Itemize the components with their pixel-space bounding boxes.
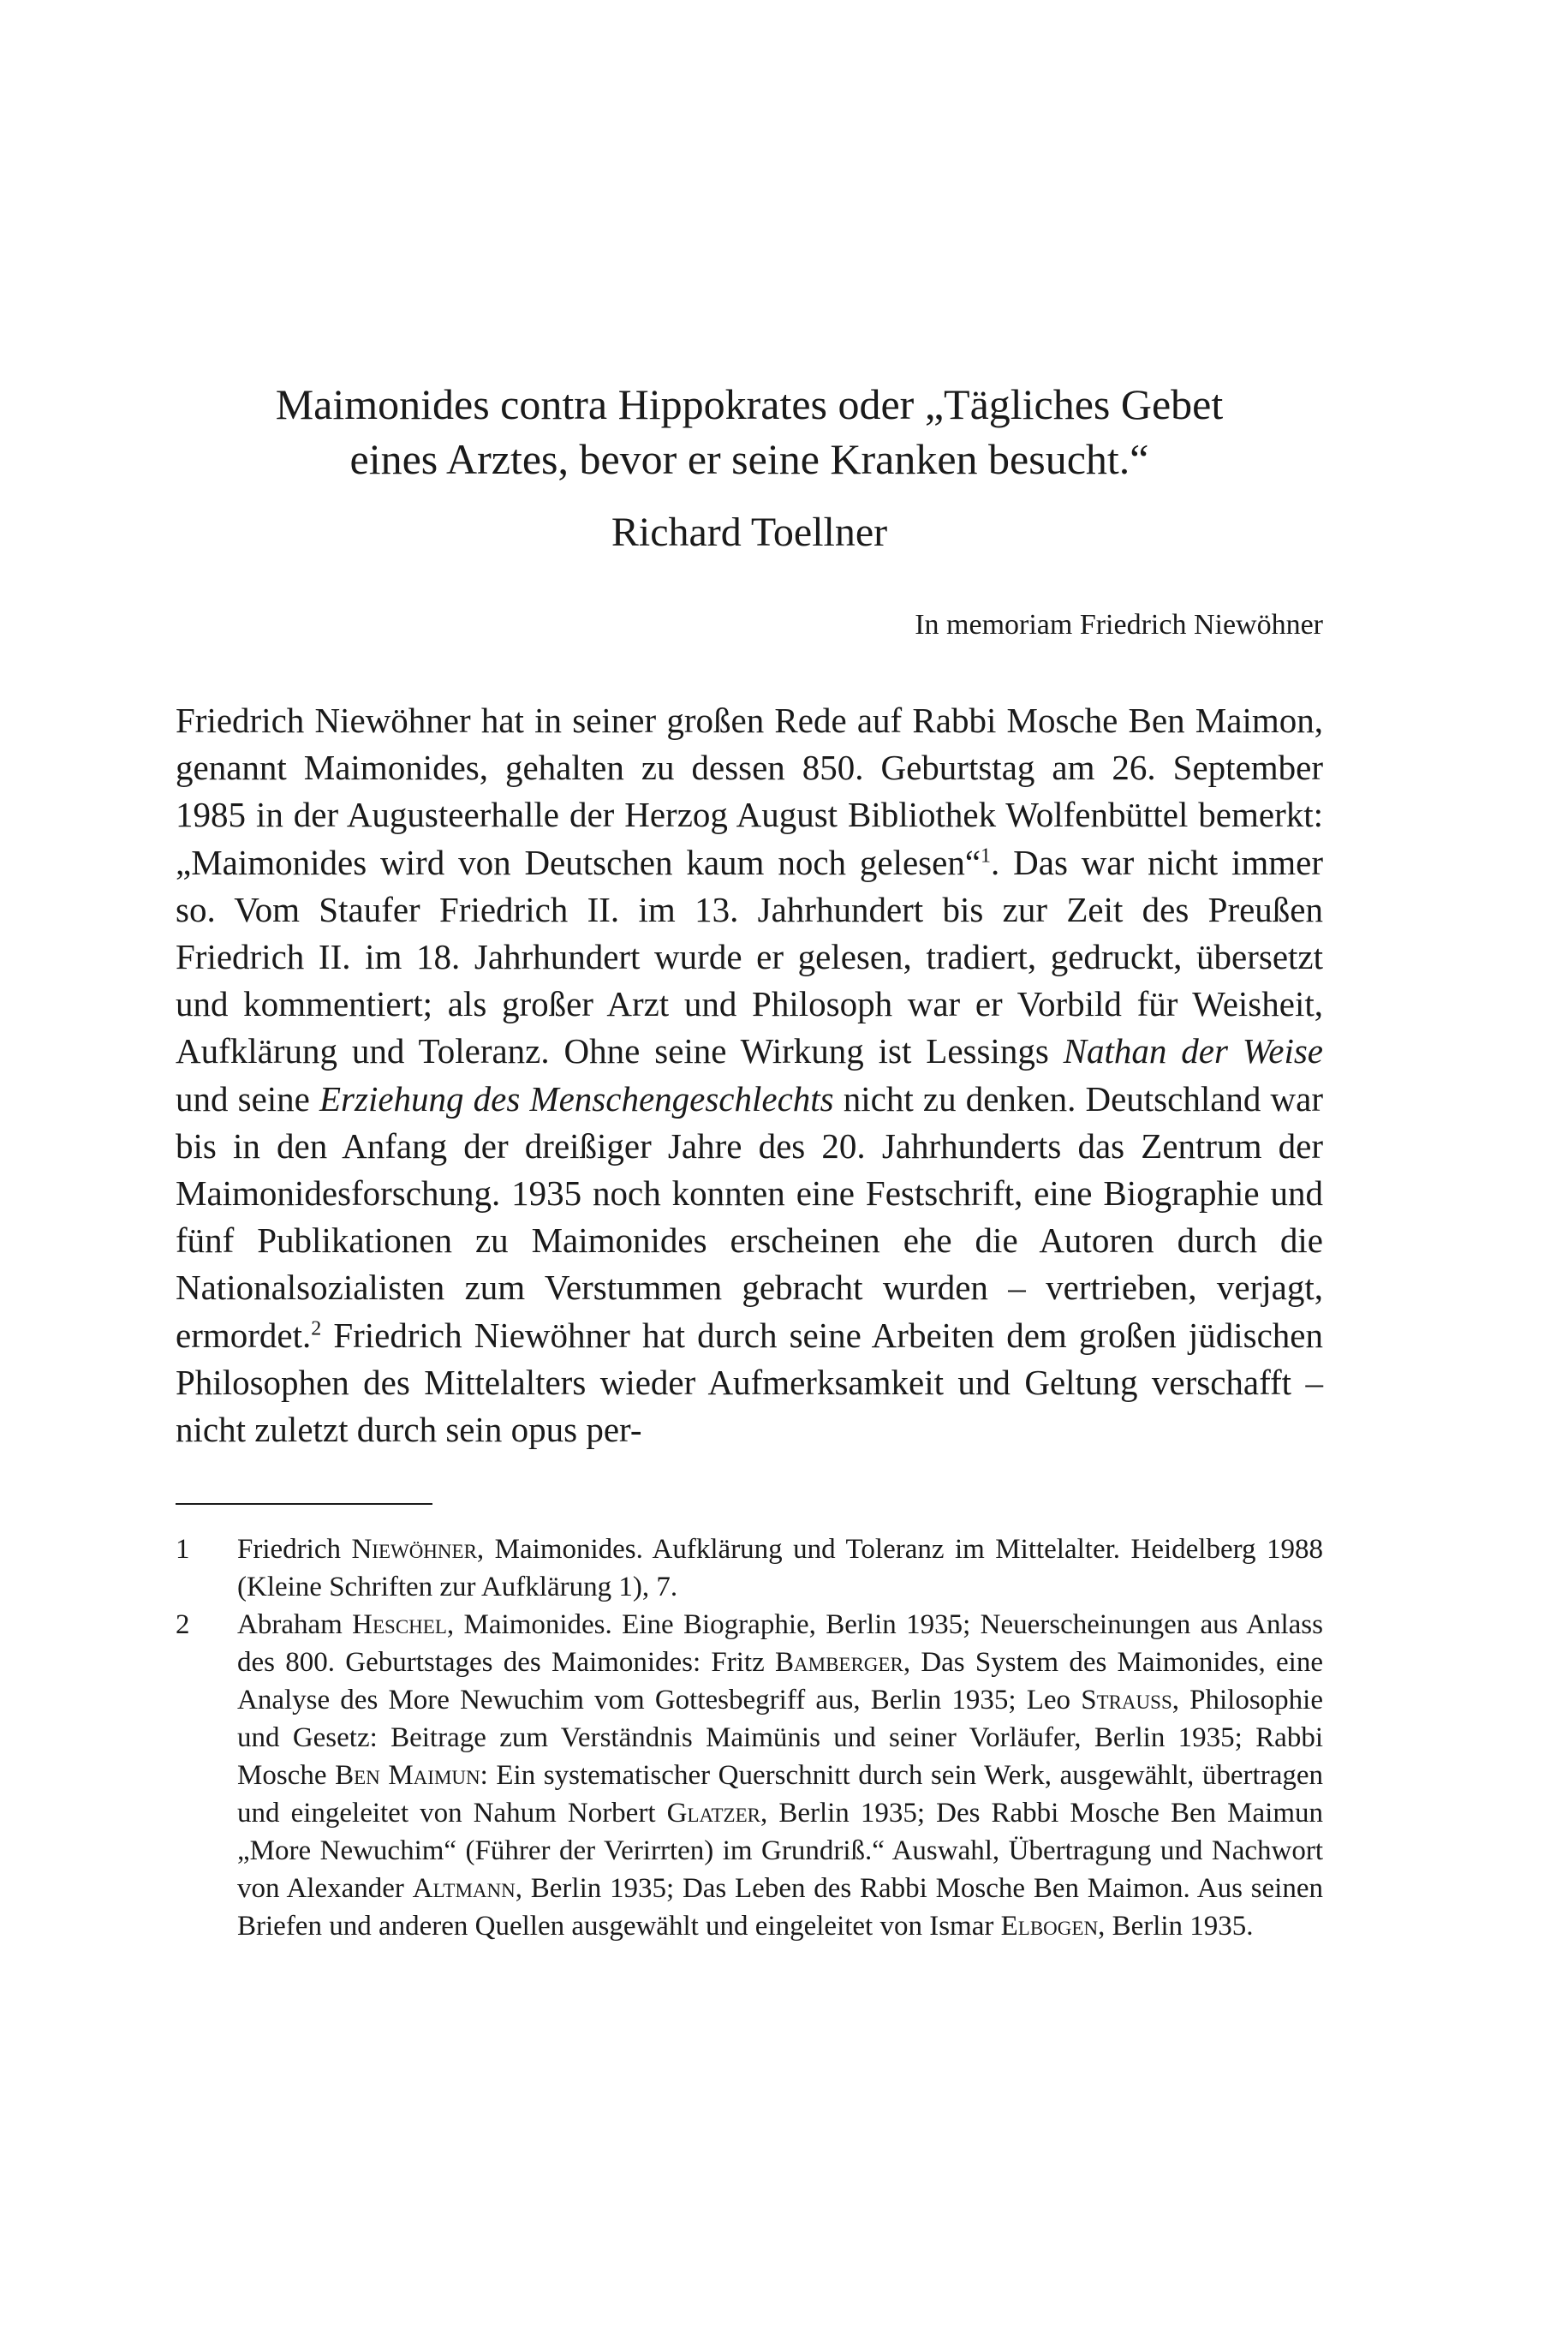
footnote-text: Friedrich Niewöhner, Maimonides. Aufklärung und Toleranz im Mittelalter. Heidelberg 1988 (Kleine Schriften zur Aufklärung 1), 7. xyxy=(237,1534,1323,1603)
author-surname: Heschel xyxy=(352,1609,447,1641)
body-text: nicht zu denken. Deutschland war bis in den Anfang der dreißiger Jahre des 20. Jahrhunderts das Zentrum der Maimonidesforschung. 1935 noch konnten eine Festschrift, eine Biographie und fünf Publikationen zu Maimonides erscheinen ehe die Autoren durch die Nationalsozialisten zum Verstummen gebracht wurden – vertrieben, verjagt, ermordet. xyxy=(176,1078,1323,1355)
article-title xyxy=(176,377,1323,486)
author-surname: Ben Maimun xyxy=(335,1760,480,1792)
footnote-number: 2 xyxy=(176,1609,190,1641)
footnote-2 xyxy=(176,1606,1323,1945)
title-line-2: eines Arztes, bevor er seine Kranken besucht.“ xyxy=(349,435,1149,483)
footnote-text: Abraham Heschel, Maimonides. Eine Biographie, Berlin 1935; Neuerscheinungen aus Anlass des 800. Geburtstages des Maimonides: Fritz Bamberger, Das System des Maimonides, eine Analyse des More Newuchim vom Gottesbegriff aus, Berlin 1935; Leo Strauss, Philosophie und Gesetz: Beitrage zum Verständnis Maimünis und seiner Vorläufer, Berlin 1935; Rabbi Mosche Ben Maimun: Ein systematischer Querschnitt durch sein Werk, ausgewählt, übertragen und eingeleitet von Nahum Norbert Glatzer, Berlin 1935; Des Rabbi Mosche Ben Maimun „More Newuchim“ (Führer der Verirrten) im Grundriß.“ Auswahl, Übertragung und Nachwort von Alexander Altmann, Berlin 1935; Das Leben des Rabbi Mosche Ben Maimon. Aus seinen Briefen und anderen Quellen ausgewählt und eingeleitet von Ismar Elbogen, Berlin 1935. xyxy=(237,1609,1324,1942)
body-text: Friedrich Niewöhner hat durch seine Arbeiten dem großen jüdischen Philosophen des Mittelalters wieder Aufmerksamkeit und Geltung verschafft – nicht zuletzt durch sein opus per- xyxy=(176,1315,1323,1450)
body-paragraph xyxy=(176,697,1323,1453)
body-text: Friedrich Niewöhner hat in seiner großen Rede auf Rabbi Mosche Ben Maimon, genannt Maimonides, gehalten zu dessen 850. Geburtstag am 26. September 1985 in der Augusteerhalle der Herzog August Bibliothek Wolfenbüttel bemerkt: „Maimonides wird von Deutschen kaum noch gelesen“ xyxy=(176,701,1323,882)
author-surname: Niewöhner xyxy=(351,1534,477,1566)
book-title-nathan: Nathan der Weise xyxy=(1063,1031,1323,1071)
footnote-1 xyxy=(176,1530,1323,1606)
page xyxy=(176,377,1323,1945)
author-surname: Altmann xyxy=(412,1873,516,1905)
title-line-1: Maimonides contra Hippokrates oder „Tägliches Gebet xyxy=(275,380,1224,428)
footnote-ref-1[interactable]: 1 xyxy=(981,844,992,867)
author-surname: Elbogen xyxy=(1000,1911,1099,1942)
author-surname: Glatzer xyxy=(666,1798,760,1829)
author-surname: Strauss xyxy=(1081,1685,1172,1716)
body-text: und seine xyxy=(176,1078,319,1119)
body-text: . Das war nicht immer so. Vom Staufer Friedrich II. im 13. Jahrhundert bis zur Zeit des Preußen Friedrich II. im 18. Jahrhundert wurde er gelesen, tradiert, gedruckt, übersetzt und kommentiert; als großer Arzt und Philosoph war er Vorbild für Weisheit, Aufklärung und Toleranz. Ohne seine Wirkung ist Lessings xyxy=(176,842,1323,1071)
author-name: Richard Toellner xyxy=(611,510,888,555)
footnote-ref-2[interactable]: 2 xyxy=(311,1316,322,1340)
author-surname: Bamberger xyxy=(775,1647,903,1679)
footnote-number: 1 xyxy=(176,1534,190,1566)
footnote-divider xyxy=(176,1503,432,1505)
dedication: In memoriam Friedrich Niewöhner xyxy=(915,609,1323,641)
book-title-erziehung: Erziehung des Menschengeschlechts xyxy=(319,1078,834,1119)
